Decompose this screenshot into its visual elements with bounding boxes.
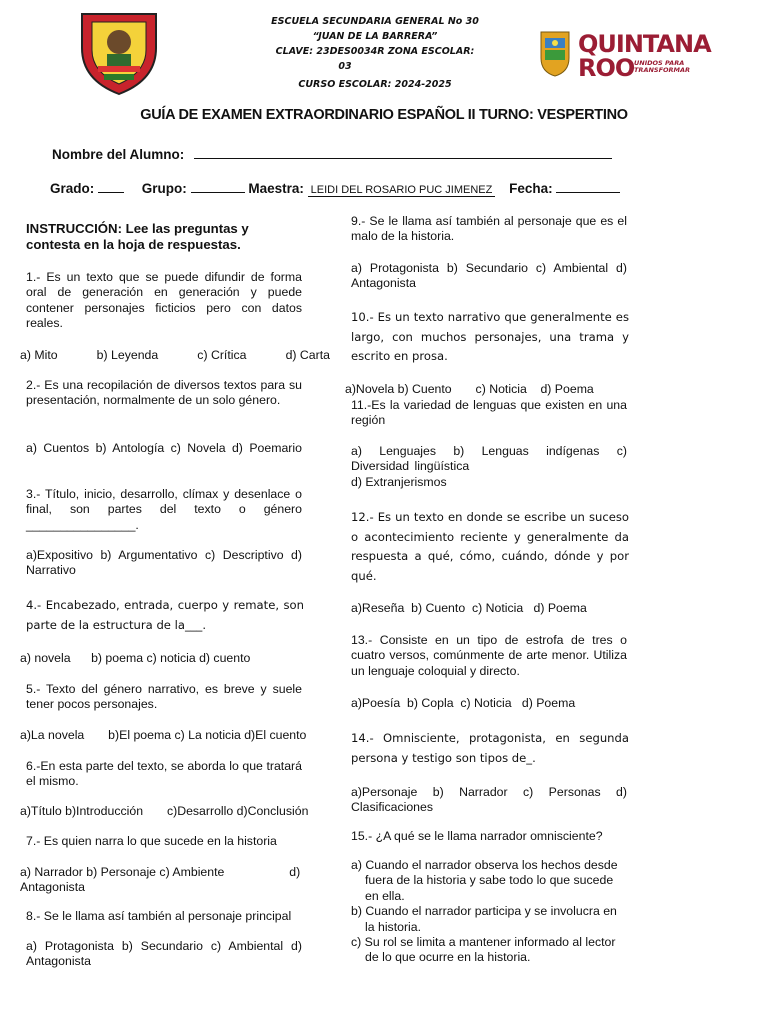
options-14: a)Personaje b) Narrador c) Personas d) Clasificaciones	[351, 785, 627, 815]
option-1d: d) Carta	[285, 348, 330, 362]
options-5: a)La novela b)El poema c) La noticia d)El cuento	[20, 728, 307, 742]
quintana-roo-logo	[578, 32, 728, 82]
student-name-blank[interactable]	[194, 146, 612, 159]
school-crest-logo	[74, 8, 164, 96]
options-2: a) Cuentos b) Antología c) Novela d) Poemario	[26, 441, 302, 455]
state-seal-logo	[538, 28, 572, 78]
option-15c: c) Su rol se limita a mantener informado al lector de lo que ocurre en la historia.	[351, 935, 616, 965]
zone-line: 03	[338, 61, 352, 72]
slogan-line-2: TRANSFORMAR	[634, 66, 691, 74]
date-label: Fecha:	[509, 181, 553, 196]
options-13: a)Poesía b) Copla c) Noticia d) Poema	[351, 696, 576, 710]
options-8: a) Protagonista b) Secundario c) Ambiental d) Antagonista	[26, 939, 302, 969]
school-header	[230, 14, 520, 92]
options-4: a) novela b) poema c) noticia d) cuento	[20, 651, 251, 665]
school-line: ESCUELA SECUNDARIA GENERAL No 30	[271, 16, 479, 27]
question-9: 9.- Se le llama así también al personaje que es el malo de la historia.	[351, 214, 627, 244]
option-1c: c) Crítica	[197, 348, 247, 362]
question-12: 12.- Es un texto en donde se escribe un suceso o acontecimiento reciente y generalmente da respuesta a qué, cómo, cuándo, dónde y por qué.	[351, 510, 629, 583]
group-blank[interactable]	[191, 180, 245, 193]
option-15a: a) Cuando el narrador observa los hechos desde fuera de la historia y sabe todo lo que sucede en ella.	[351, 858, 618, 903]
teacher-value: LEIDI DEL ROSARIO PUC JIMENEZ	[308, 184, 496, 197]
question-2: 2.- Es una recopilación de diversos textos para su presentación, normalmente de un solo género.	[26, 378, 302, 408]
options-1	[20, 348, 330, 363]
info-row	[50, 180, 620, 197]
options-3: a)Expositivo b) Argumentativo c) Descriptivo d) Narrativo	[26, 548, 302, 578]
question-13: 13.- Consiste en un tipo de estrofa de tres o cuatro versos, comúnmente de arte menor. Utiliza un lenguaje coloquial y directo.	[351, 633, 627, 678]
question-5: 5.- Texto del género narrativo, es breve y suele tener pocos personajes.	[26, 682, 302, 712]
question-7: 7.- Es quien narra lo que sucede en la historia	[26, 834, 277, 848]
options-15	[351, 858, 629, 966]
student-name-row	[52, 146, 612, 162]
quintana-roo-wordmark: QUINTANA ROO	[578, 30, 711, 82]
question-14: 14.- Omnisciente, protagonista, en segunda persona y testigo son tipos de_.	[351, 731, 629, 765]
options-9: a) Protagonista b) Secundario c) Ambiental d) Antagonista	[351, 261, 627, 291]
school-name-line: “JUAN DE LA BARRERA”	[312, 31, 438, 42]
grade-label: Grado:	[50, 181, 95, 196]
question-1: 1.- Es un texto que se puede difundir de forma oral de generación en generación y puede contener personajes ficticios pero con datos reales.	[26, 270, 302, 331]
options-10: a)Novela b) Cuento c) Noticia d) Poema	[345, 382, 594, 396]
group-label: Grupo:	[141, 181, 187, 196]
instruction: INSTRUCCIÓN: Lee las preguntas y contesta en la hoja de respuestas.	[26, 221, 249, 252]
question-8: 8.- Se le llama así también al personaje principal	[26, 909, 292, 923]
options-12: a)Reseña b) Cuento c) Noticia d) Poema	[351, 601, 587, 615]
slogan-line-1: UNIDOS PARA	[634, 59, 685, 67]
teacher-label: Maestra:	[248, 181, 304, 196]
options-11: a) Lenguajes b) Lenguas indígenas c) Diversidad lingüística	[351, 444, 627, 474]
grade-blank[interactable]	[98, 180, 124, 193]
student-name-label: Nombre del Alumno:	[52, 147, 185, 162]
question-10: 10.- Es un texto narrativo que generalmente es largo, con muchos personajes, una trama y escrito en prosa.	[351, 310, 629, 363]
question-3: 3.- Título, inicio, desarrollo, clímax y desenlace o final, son partes del texto o género ________________.	[26, 487, 302, 532]
option-15b: b) Cuando el narrador participa y se involucra en la historia.	[351, 904, 617, 934]
option-1b: b) Leyenda	[96, 348, 159, 362]
question-11: 11.-Es la variedad de lenguas que existen en una región	[351, 398, 627, 428]
options-7: a) Narrador b) Personaje c) Ambiente d) Antagonista	[20, 865, 303, 895]
options-6: a)Título b)Introducción c)Desarrollo d)Conclusión	[20, 804, 309, 818]
key-line: CLAVE: 23DES0034R ZONA ESCOLAR:	[275, 46, 475, 57]
question-4: 4.- Encabezado, entrada, cuerpo y remate, son parte de la estructura de la___.	[26, 598, 304, 632]
option-1a: a) Mito	[20, 348, 58, 362]
options-11-extra: d) Extranjerismos	[351, 475, 447, 489]
date-blank[interactable]	[556, 180, 620, 193]
question-15: 15.- ¿A qué se le llama narrador omnisciente?	[351, 829, 603, 843]
year-line: CURSO ESCOLAR: 2024-2025	[298, 79, 452, 90]
page-title: GUÍA DE EXAMEN EXTRAORDINARIO ESPAÑOL II TURNO: VESPERTINO	[140, 107, 628, 123]
question-6: 6.-En esta parte del texto, se aborda lo que tratará el mismo.	[26, 759, 302, 789]
